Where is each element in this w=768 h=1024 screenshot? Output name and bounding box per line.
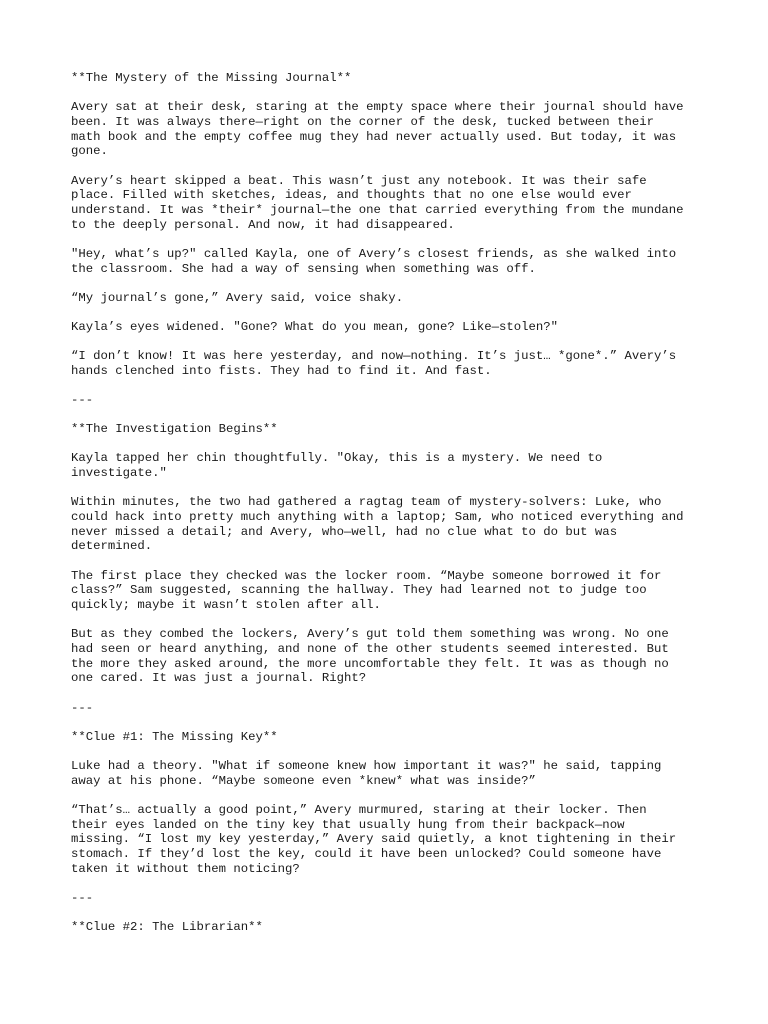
section-heading: **Clue #2: The Librarian** (71, 920, 263, 935)
paragraph: Avery’s heart skipped a beat. This wasn’t just any notebook. It was their safe place. Filled with sketches, ideas, and thoughts that no one else would ever understand. It was *their* journal—the one that carried everything from the mundane to the deeply personal. And now, it had disappeared. (71, 173, 684, 232)
paragraph: Avery sat at their desk, staring at the empty space where their journal should have been. It was always there—right on the corner of the desk, tucked between their math book and the empty coffee mug they had never actually used. But today, it was gone. (71, 100, 684, 159)
document-page (71, 71, 711, 949)
paragraph: “I don’t know! It was here yesterday, and now—nothing. It’s just… *gone*.” Avery’s hands clenched into fists. They had to find it. And fast. (71, 349, 677, 378)
section-heading: **Clue #1: The Missing Key** (71, 729, 278, 744)
paragraph: Within minutes, the two had gathered a ragtag team of mystery-solvers: Luke, who could hack into pretty much anything with a laptop; Sam, who noticed everything and never missed a detail; and Avery, who—well, had no clue what to do but was determined. (71, 495, 684, 554)
section-heading: **The Investigation Begins** (71, 422, 278, 437)
paragraph: The first place they checked was the locker room. “Maybe someone borrowed it for class?” Sam suggested, scanning the hallway. They had learned not to judge too quickly; maybe it wasn’t stolen after all. (71, 568, 662, 613)
paragraph: Kayla tapped her chin thoughtfully. "Okay, this is a mystery. We need to investigate." (71, 451, 603, 481)
paragraph: Luke had a theory. "What if someone knew how important it was?" he said, tapping away at his phone. “Maybe someone even *knew* what was inside?” (71, 759, 662, 788)
paragraph: “My journal’s gone,” Avery said, voice shaky. (71, 290, 404, 305)
paragraph: “That’s… actually a good point,” Avery murmured, staring at their locker. Then their eyes landed on the tiny key that usually hung from their backpack—now missing. “I lost my key yesterday,” Avery said quietly, a knot tightening in their stomach. If they’d lost the key, could it have been unlocked? Could someone have taken it without them noticing? (71, 802, 677, 876)
paragraph: "Hey, what’s up?" called Kayla, one of Avery’s closest friends, as she walked into the classroom. She had a way of sensing when something was off. (71, 246, 677, 276)
paragraph: Kayla’s eyes widened. "Gone? What do you mean, gone? Like—stolen?" (71, 319, 559, 334)
story-title: **The Mystery of the Missing Journal** (71, 71, 352, 85)
section-divider: --- (71, 890, 94, 905)
section-divider: --- (71, 700, 94, 715)
section-divider: --- (71, 393, 94, 408)
paragraph: But as they combed the lockers, Avery’s gut told them something was wrong. No one had seen or heard anything, and none of the other students seemed interested. But the more they asked around, the more uncomfortable they felt. It was as though no one cared. It was just a journal. Right? (71, 627, 669, 686)
